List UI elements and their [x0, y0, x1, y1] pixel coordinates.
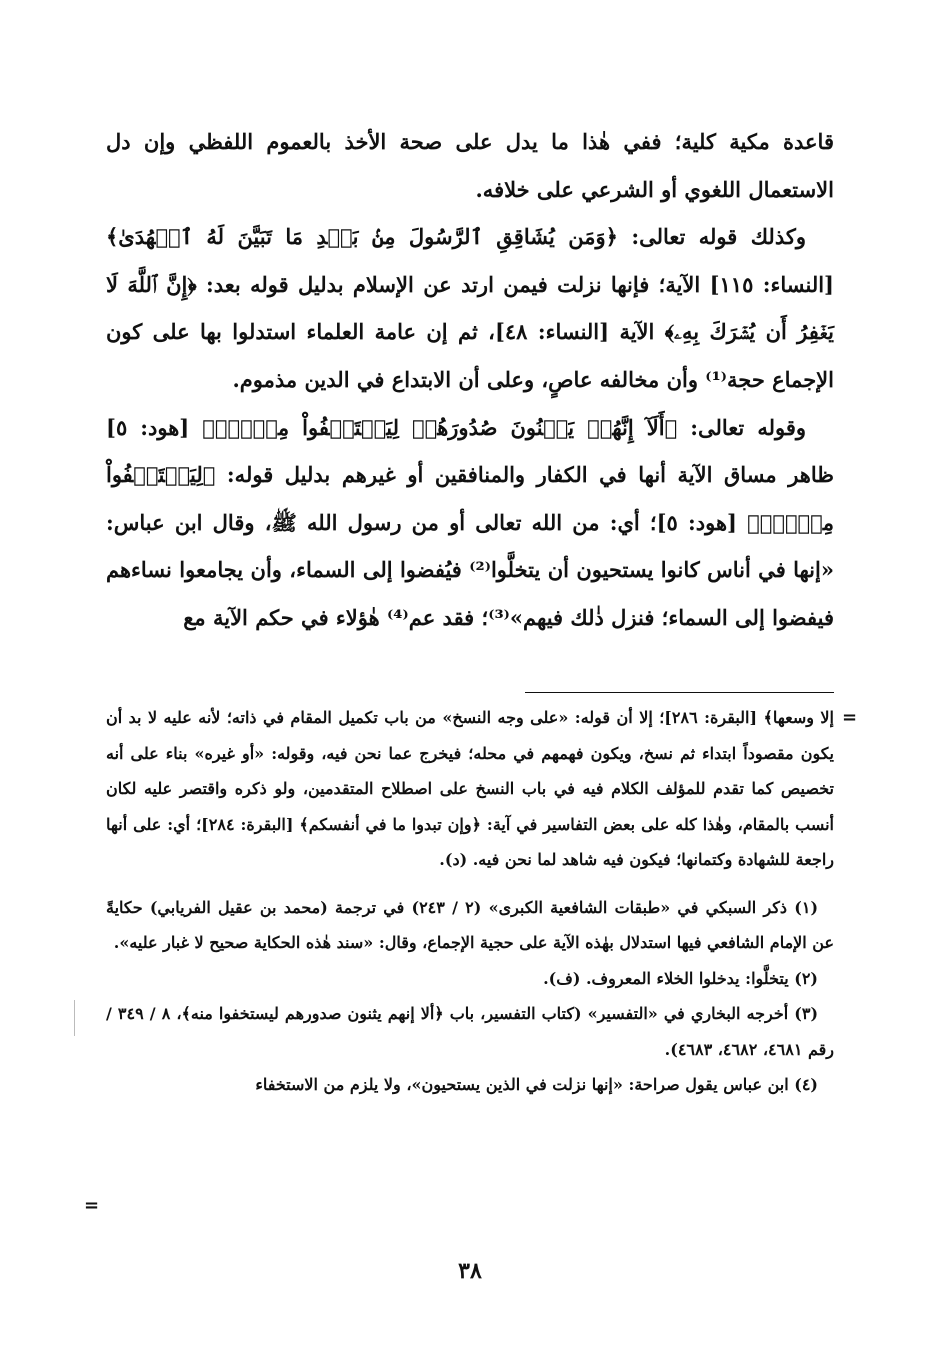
paragraph: وقوله تعالى: ﴿أَلَآ إِنَّهُمۡ يَثۡنُونَ صُدُورَهُمۡ لِيَسۡتَخۡفُواْ مِنۡهُۚ﴾ [هود: ٥] ظاهر مساق الآية أنها في الكفار والمنافقين أو غيرهم بدليل قوله: ﴿لِيَسۡتَخۡفُواْ مِنۡهُۚ﴾ [هود: ٥]؛ أي: من الله تعالى أو من رسول الله ﷺ، وقال ابن عباس: «إنها في أناس كانوا يستحيون أن يتخلَّوا⁽²⁾ فيُفضوا إلى السماء، وأن يجامعوا نساءهم فيفضوا إلى السماء؛ فنزل ذٰلك فيهم»⁽³⁾؛ فقد عم⁽⁴⁾ هٰؤلاء في حكم الآية مع — [106, 414, 834, 630]
footnote-divider — [525, 692, 834, 693]
footnote-continuation-mark: = — [842, 707, 858, 728]
footnote-item: (٣) أخرجه البخاري في «التفسير» (كتاب التفسير، باب ﴿ألا إنهم يثنون صدورهم ليستخفوا منه﴾، ٨ / ٣٤٩ / رقم ٤٦٨١، ٤٦٨٢، ٤٦٨٣). — [106, 1004, 834, 1059]
margin-rule — [74, 1000, 75, 1036]
footnote-item: (٤) ابن عباس يقول صراحة: «إنها نزلت في الذين يستحيون»، ولا يلزم من الاستخفاء — [255, 1075, 818, 1094]
footnote-item: (١) ذكر السبكي في «طبقات الشافعية الكبرى» (٢ / ٢٤٣) في ترجمة (محمد بن عقيل الفريابي) حكايةً عن الإمام الشافعي فيها استدلال بهٰذه الآية على حجية الإجماع، وقال: «سند هٰذه الحكاية صحيح لا غبار عليه». — [106, 897, 834, 952]
paragraph: وكذلك قوله تعالى: ﴿وَمَن يُشَاقِقِ ٱلرَّسُولَ مِنۢ بَعۡدِ مَا تَبَيَّنَ لَهُ ٱلۡهُدَىٰ﴾ [النساء: ١١٥] الآية؛ فإنها نزلت فيمن ارتد عن الإسلام بدليل قوله بعد: ﴿إِنَّ ٱللَّهَ لَا يَغۡفِرُ أَن يُشۡرَكَ بِهِۦ﴾ الآية [النساء: ٤٨]، ثم إن عامة العلماء استدلوا بها على كون الإجماع حجة⁽¹⁾ وأن مخالفه عاصٍ، وعلى أن الابتداع في الدين مذموم. — [106, 224, 834, 392]
page-number: ٣٨ — [458, 1258, 482, 1284]
footnote-item: (٢) يتخلَّوا: يدخلوا الخلاء المعروف. (ف). — [543, 968, 818, 988]
footnote-end-continuation-mark: = — [84, 1195, 100, 1216]
footnote-continuation: إلا وسعها﴾ [البقرة: ٢٨٦]؛ إلا أن قوله: «على وجه النسخ» من باب تكميل المقام في ذاته؛ لأنه عليه لا بد أن يكون مقصوداً ابتداء ثم نسخ، ويكون فهمهم في محله؛ فيخرج عما نحن فيه، وقوله: «أو غيره» بناء على أنه تخصيص كما تقدم للمؤلف الكلام فيه في باب النسخ على اصطلاح المتقدمين، ولو ذكره واقتصر عليه لكان أنسب بالمقام، وهٰذا كله على بعض التفاسير في آية: ﴿وإن تبدوا ما في أنفسكم﴾ [البقرة: ٢٨٤]؛ أي: على أنها راجعة للشهادة وكتمانها؛ فيكون فيه شاهد لما نحن فيه. (د). — [106, 708, 835, 869]
paragraph: قاعدة مكية كلية؛ ففي هٰذا ما يدل على صحة الأخذ بالعموم اللفظي وإن دل الاستعمال اللغوي أو الشرعي على خلافه. — [106, 129, 834, 202]
footnotes-section — [106, 700, 834, 1103]
main-text-body — [106, 118, 834, 642]
